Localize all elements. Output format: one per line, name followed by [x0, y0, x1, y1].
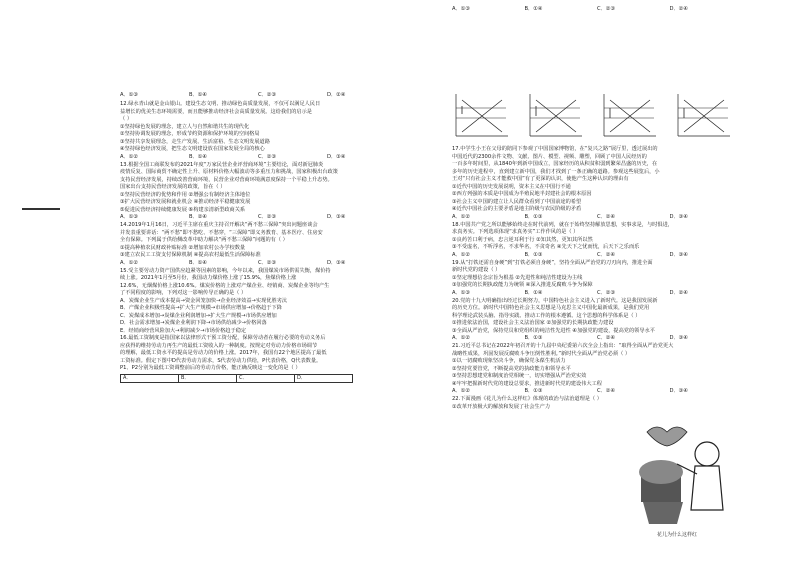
answer-option[interactable]: B．①③	[524, 388, 543, 394]
answer-option[interactable]: B．①④	[189, 259, 208, 266]
q17-line: ①近代中国的历史发展说明，资本主义在中国行不通	[452, 183, 571, 190]
answer-option[interactable]: B．①④	[524, 6, 543, 12]
answer-option[interactable]: A．①③	[120, 214, 139, 220]
answer-option[interactable]: A．①②	[120, 153, 139, 160]
q16-line: P1、P2分别为最低工资调整前后的劳动力价格，能正确反映这一变化的是（ ）	[120, 365, 301, 371]
q17-line: 中国近代的2300余件文物、文献、图片、模型、视频、雕塑，回顾了中国人民经历的	[452, 153, 647, 160]
answer-option[interactable]: A．①②	[452, 335, 471, 341]
q20-line: 的历史方位。新时代中国特色社会主义思想是马克思主义中国化最新成果，是我们党用	[452, 305, 650, 311]
answer-option[interactable]: C．②③	[258, 214, 277, 220]
answer-option[interactable]: D．③④	[327, 259, 346, 266]
answer-option[interactable]: C．②④	[597, 388, 616, 394]
q15-line: 了不同程度的影响，下列对这一影响传导正确的是（ ）	[120, 290, 247, 296]
q12-line: （ ）	[120, 116, 133, 122]
q13-line: ③扩大民营经济发展和就业机会 ④推动经济平稳健康发展	[120, 199, 251, 205]
answer-option[interactable]: C．②③	[258, 153, 277, 160]
q21-line: ③坚持思想建党和制度治党相统一，切实增强从严治党实效	[452, 373, 587, 379]
q17-line: 一百多年时间里，从1840年到新中国成立，国家经历的从积贫积弱到繁荣昌盛的历史，在	[452, 161, 658, 167]
q15-line: D．社会需求增加→炭煤企业利润下降→市场供给减少→价格回落	[120, 320, 267, 326]
q21-line: 战略性成果，巩固发展反腐败斗争压倒性胜利。”新时代全面从严治党必须（ ）	[452, 350, 631, 357]
answer-option[interactable]: C．②③	[597, 289, 616, 296]
answer-option[interactable]: D．③④	[669, 335, 688, 341]
answer-option[interactable]: C．②④	[597, 335, 616, 341]
q20-line: ①推进依法治国，建设社会主义法治国家 ②加强党的长期执政能力建设	[452, 320, 614, 326]
q15-line: C．炭煤成本增加→炭煤企业利润增加→扩大生产规模→市场供应增加	[120, 312, 277, 319]
answer-option[interactable]: D．③④	[669, 213, 688, 220]
q16-line: 应获得的维持劳动力再生产的最低工资收入的一种制度。按规定对劳动力价格市场调节	[120, 342, 318, 349]
q13-line: 疫情反复、国际商贸不确定性上升、原材料价格大幅波动等多重压力和挑战，国家积极出台政策	[120, 169, 338, 175]
q18-line: ①良药苦口利于病，忠言逆耳利于行 ②知其然，更知其所以然	[452, 236, 593, 243]
answer-option[interactable]: C．②③	[258, 92, 277, 98]
q12-line: ②坚持协调发展的理念，形成节约资源和保护环境的空间格局	[120, 131, 260, 137]
answer-option[interactable]: B．①④	[189, 92, 208, 98]
q14-line: 全有保障。下列属于供给侧改革中助力解决“两不愁三保障”问题的有（ ）	[120, 237, 288, 243]
q17-line: ②西方列强的本质是中国成为半殖民地半封建社会的根本原因	[452, 191, 592, 197]
q17-line: ③社会主义中国的建立让人民群众看到了中国前途的希望	[452, 198, 582, 205]
q12-line: ③坚持共享发展理念，走生产发展、生活富裕、生态文明发展道路	[120, 138, 270, 145]
q20-line: 20.党的十九大明确指出经过长期努力，中国特色社会主义进入了新时代。这是我国发展新	[452, 297, 658, 304]
q19-line: ③加强党的长期执政能力为统领 ④深入推进反腐败斗争为保障	[452, 282, 593, 288]
q22-line: 22.下面漫画《花儿为什么这样红》体现的政治与法治道理是（ ）	[452, 396, 602, 402]
binding-margin-line	[22, 208, 60, 210]
answer-option[interactable]: C．②④	[597, 213, 616, 220]
q19-line: 19.从“打铁还需自身硬”到“打铁必须自身硬”，坚持全面从严治党的刀刃向内，推进全面	[452, 259, 653, 266]
q18-line: 18.中国共产党之所以能够始终走在时代前列，就在于始终坚持解放思想，实事求是，与时俱进，	[452, 221, 673, 228]
answer-option[interactable]: C．②③	[258, 259, 277, 266]
answer-option[interactable]: A．①②	[452, 213, 471, 220]
q13-line: 国家出台支持民营经济发展的政策，旨在（ ）	[120, 184, 226, 190]
answer-option[interactable]: A．①③	[452, 6, 471, 12]
answer-option[interactable]: D．③④	[327, 153, 346, 160]
choice-cell[interactable]: D．	[295, 374, 353, 383]
choice-cell[interactable]: A．	[121, 374, 179, 383]
q19-line: ①坚定理想信念宗旨为根基 ②先进性和纯洁性建设为主线	[452, 274, 583, 281]
answer-option[interactable]: B．①④	[189, 153, 208, 160]
answer-option[interactable]: D．③④	[669, 251, 688, 258]
q21-line: ④牢牢把握新时代党的建设总要求，推进新时代党的建设伟大工程	[452, 380, 602, 387]
answer-option[interactable]: D．②④	[669, 6, 688, 12]
supply-demand-graph	[452, 92, 510, 140]
q12-line: ④坚持绿色经济发展，把生态文明建设放在国家发展全局的核心	[120, 146, 265, 152]
answer-option[interactable]: B．②④	[189, 214, 208, 220]
q18-line: 求真务实。下列选项体现“求真务实”工作作风的是（ ）	[452, 229, 579, 235]
choice-cell[interactable]: B．	[179, 374, 237, 383]
q15-line: B．产煤企业积极性提高→扩大生产规模→市场供应增加→价格趋于下降	[120, 305, 282, 311]
q21-line: 21.习近平总书记在2022年初召开的十九届中央纪委第六次全会上指出：“取得全面从严治党更大	[452, 343, 674, 349]
answer-option[interactable]: A．①②	[452, 251, 471, 258]
answer-option[interactable]: B．①④	[524, 289, 543, 296]
q16-line: 16.最低工资制度是指国家以法律形式干预工资分配，保障劳动者在履行必要的劳动义务后	[120, 335, 326, 341]
answer-option[interactable]: C．②③	[597, 6, 616, 12]
answer-option[interactable]: D．②④	[669, 289, 688, 296]
supply-demand-graph	[526, 92, 584, 140]
q21-line: ①以一切腐败现象坚决斗争，确保党永葆生机活力	[452, 358, 566, 364]
answer-option[interactable]: B．①③	[524, 213, 543, 220]
supply-demand-graph	[674, 92, 732, 140]
q12-line: ①坚持绿色发展的理念，建立人与自然和谐共生的现代化	[120, 123, 250, 130]
answer-option[interactable]: B．①③	[524, 251, 543, 258]
q18-line: ③不受虚名，不听浮名，不求华名，不贪奇名 ④先天下之忧而忧，后天下之乐而乐	[452, 244, 640, 250]
q17-line: 17.中学生小王在父母的陪同下参观了中国国家博物馆，在“复兴之路”展厅里，透过展出的	[452, 146, 658, 152]
supply-demand-graph	[600, 92, 658, 140]
q19-line: 新时代党的建设（ ）	[452, 267, 501, 273]
q17-line: 多年的历史进程中，直到建立新中国，我们才找到了一条正确的道路。参观这些展览后，小	[452, 168, 660, 175]
answer-option[interactable]: D．②④	[327, 92, 346, 98]
q17-line: ④近代中国社会的主要矛盾是地主阶级与农民阶级的矛盾	[452, 206, 582, 212]
q15-line: 12.6%，无烟煤价格上涨10.6%。煤炭价格的上涨对产煤企业、经销商、炭煤企业等均产生	[120, 282, 330, 289]
q15-line: 15.受主要劳动力资产国供应趋紧等因素的影响，今年以来，我国煤炭市场供需失衡，煤价持	[120, 267, 331, 274]
answer-option[interactable]: A．①②	[452, 388, 471, 394]
cartoon-illustration	[637, 414, 737, 534]
choice-cell[interactable]: C．	[237, 374, 295, 383]
q16-line: 的理解，最低工资水平的提高是劳动力的价格上涨。2017年，我国有22个地区提高了最低	[120, 350, 327, 356]
answer-option[interactable]: A．①③	[452, 289, 471, 296]
q13-line: 13.根据全国工商联发布的2021年度“万家民营企业评营商环境”主要结论，面对新冠肺炎	[120, 161, 324, 168]
answer-option[interactable]: C．②④	[597, 251, 616, 258]
q15-line: A．炭煤企业生产成本提高→资金回笼加快→企业经济效益→实现优胜劣汰	[120, 297, 288, 304]
answer-option[interactable]: D．③④	[669, 388, 688, 394]
q17-line: 王对“只有社会主义才能救中国”有了更深的认识，使他产生这种认识的理由有	[452, 176, 629, 182]
q14-line: 并发表重要讲话：“两不愁”即不愁吃、不愁穿，“三保障”即义务教育、基本医疗、住房安	[120, 229, 323, 236]
q15-line: E．经销商经营风险加大→利润减少→市场价格趋于稳定	[120, 327, 247, 334]
q16-line: 工资标准。假定下图中D代表劳动力需求，S代表劳动力供给，P代表价格，Q代表数量。	[120, 357, 322, 364]
q16-choice-table	[120, 374, 353, 384]
q14-line: ③建立农民工工资支付保障机制 ④提高农村最低生活保障标准	[120, 252, 261, 258]
answer-option[interactable]: D．③④	[327, 214, 346, 220]
q13-line: ①坚持民营经济的优势和作用 ②增强公有制经济主体地位	[120, 191, 251, 198]
q12-line: 益增长的优美生态环境需要，而且能够推动经济社会高质量发展。这给我们的启示是	[120, 108, 312, 115]
q14-line: 14.2019年1月16日，习近平主席在重庆主持召开解决“两不愁三保障”突出问题座谈会	[120, 222, 318, 228]
q21-line: ②坚持党要管党，不断提高党的执政能力和领导水平	[452, 365, 571, 372]
q13-line: 支持民营经济发展，持续改善营商环境，民营企业对营商环境满意度保持一个平稳上升态势。	[120, 176, 333, 183]
cartoon-caption: 花儿为什么这样红	[657, 532, 698, 538]
q12-line: 12.绿水青山就是金山银山。建设生态文明、推动绿色高质量发展，不仅可以满足人民日	[120, 101, 321, 107]
answer-option[interactable]: B．①③	[524, 335, 543, 341]
q20-line: 科学理论武装头脑、指导实践、推动工作的根本遵循。这个思想的科学体系是（ ）	[452, 312, 641, 319]
answer-option[interactable]: A．①③	[120, 92, 139, 98]
answer-option[interactable]: A．①②	[120, 259, 139, 266]
q13-line: ⑤促进民营经济持续健康发展 ⑥构建亲清新型政商关系	[120, 206, 246, 213]
q20-line: ③全面从严治党，保持党员和党组织的纯洁性先进性 ④加强党的建设，提高党的领导水平	[452, 327, 655, 334]
q14-line: ①提高种植农民财政补贴标准 ②增加农村公办学校数量	[120, 244, 246, 251]
q15-line: 续上涨。2021年1月至5月份，我国动力煤价格上涨了15.9%，焦煤价格上涨	[120, 275, 297, 281]
q22-line: ①改革开放极大的解放和发展了社会生产力	[452, 403, 551, 410]
